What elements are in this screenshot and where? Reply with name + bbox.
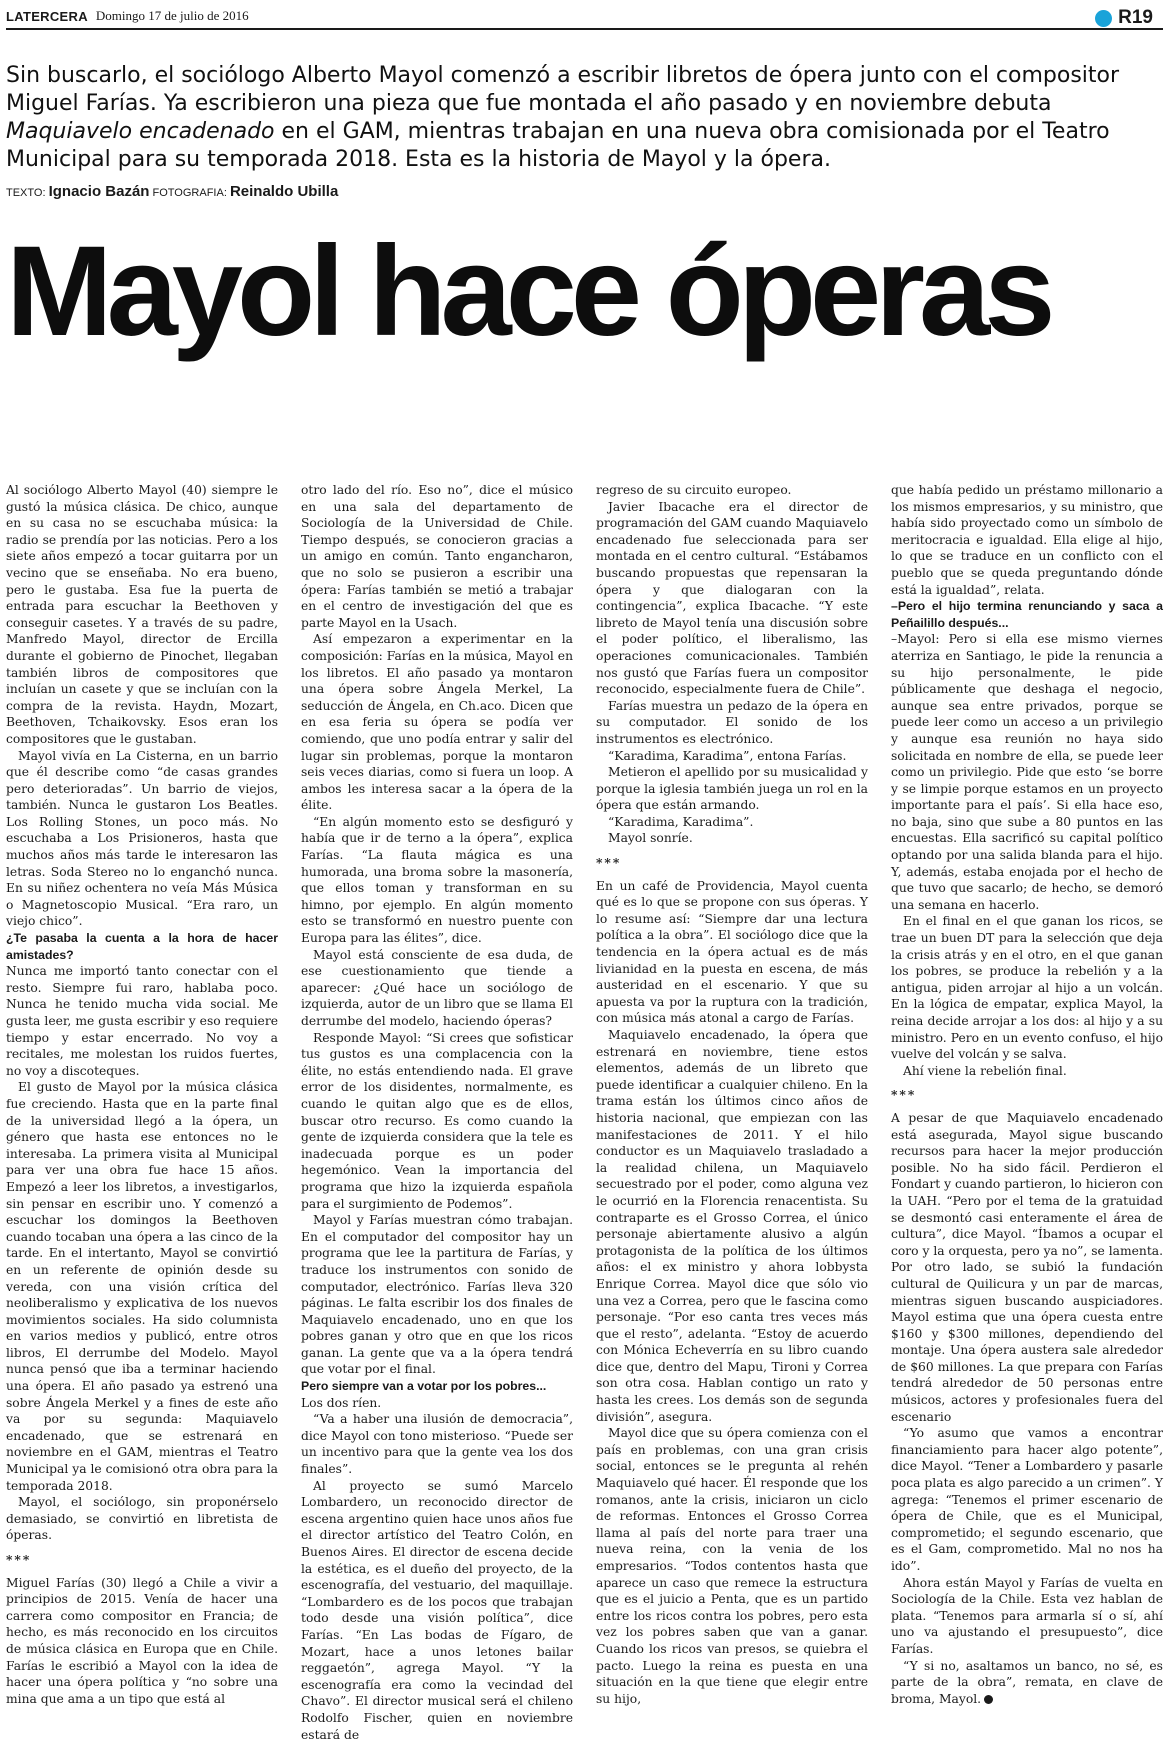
interview-question: ¿Te pasaba la cuenta a la hora de hacer amistades? — [6, 931, 278, 962]
issue-date: Domingo 17 de julio de 2016 — [95, 8, 249, 23]
body-paragraph: Nunca me importó tanto conectar con el resto. Siempre fui raro, hablaba poco. Nunca he tenido mucha vida social. Me gusta leer, me gusta escribir y eso requiere tiempo y estar encerrado. No voy a recitales, me molestan los ruidos fuertes, no voy a discoteques. — [6, 964, 278, 1078]
body-paragraph: Los dos ríen. — [301, 1395, 382, 1410]
page-number-label: R19 — [1118, 7, 1153, 28]
body-paragraph: Ahora están Mayol y Farías de vuelta en Sociología de la Chile. Esta vez hablan de plata. “Tenemos para armarla sí o sí, ahí uno va ajustando el presupuesto”, dice Farías. — [891, 1575, 1163, 1656]
author-name: Ignacio Bazán — [48, 183, 150, 200]
end-of-article-icon — [984, 1695, 993, 1704]
body-column-3 — [596, 482, 868, 1732]
body-paragraph: Así empezaron a experimentar en la composición: Farías en la música, Mayol en los libretos. El año pasado ya montaron una ópera sobre Ángela Merkel, La seducción de Ángela, en Ch.aco. Dicen que en esa feria su ópera se podía ver comiendo, que uno podía entrar y salir del lugar sin problemas, porque la montaron seis veces diarias, como si fuera un loop. A ambos les interesa sacar a la ópera de la élite. — [301, 632, 573, 813]
intro-work-title: Maquiavelo encadenado — [6, 119, 275, 144]
body-column-4 — [891, 482, 1163, 1732]
interview-question: –Pero el hijo termina renunciando y saca a Peñailillo después... — [891, 599, 1163, 630]
body-paragraph: En un café de Providencia, Mayol cuenta qué es lo que se propone con sus óperas. Y lo resume así: “Siempre dar una lectura política a la obra”. El sociólogo dice que la tendencia en la ópera actual es de más livianidad en la puesta en escena, de más austeridad en el escenario. Y que su apuesta va por la ruptura con la tradición, con música más atonal a cargo de Farías. — [596, 878, 868, 1026]
body-paragraph: –Mayol: Pero si ella ese mismo viernes aterriza en Santiago, le pide la renuncia a su hijo personalmente, le pide públicamente que deshaga el negocio, aunque sea entre privados, porque se puede leer como un acceso a un privilegio y aunque esa reunión no haya sido solicitada en nombre de ella, se puede leer como un privilegio. Pide que esto ‘se borre y se limpie porque estamos en un proyecto importante para el país’. Si ella hace eso, no baja, sino que sube a 80 puntos en las encuestas. Ella sacrificó su capital político optando por una salida blanda para el hijo. Y, además, estaba enojada por el hecho de que tuvo que sacarlo; de hecho, se demoró una semana en hacerlo. — [891, 632, 1163, 912]
body-paragraph: Metieron el apellido por su musicalidad y porque la iglesia también juega un rol en la ópera que están armando. — [596, 765, 869, 813]
body-paragraph: Javier Ibacache era el director de programación del GAM cuando Maquiavelo encadenado fue seleccionada para ser montada en el centro cultural. “Estábamos buscando propuestas que repensaran la ópera y que dialogaran con la contingencia”, explica Ibacache. “Y este libreto de Mayol tenía una discusión sobre el poder político, el liberalismo, las operaciones comunicacionales. También nos gustó que Farías fuera un compositor reconocido, especialmente fuera de Chile”. — [596, 499, 868, 697]
photographer-name: Reinaldo Ubilla — [229, 183, 339, 200]
body-column-2 — [301, 482, 573, 1742]
intro-text-2: en el GAM, mientras trabajan en una nueva obra comisionada por el Teatro Municipal para su temporada 2018. Esta es la historia de Mayol y la ópera. — [6, 119, 1110, 172]
body-paragraph: El gusto de Mayol por la música clásica fue creciendo. Hasta que en la parte final de la universidad llegó a la ópera, un género que hasta ese entonces no le interesaba. La primera visita al Municipal para ver una obra fue hace 15 años. Empezó a leer los libretos, a investigarlos, sin pensar en escribir uno. Y comenzó a escuchar los domingos la Beethoven cuando tocaban una ópera a las cinco de la tarde. En el intertanto, Mayol se convirtió en un referente de opinión desde su vereda, con una visión crítica del neoliberalismo y explicativa de los nuevos movimientos sociales. Ha sido columnista en varios medios y publicó, entre otros libros, El derrumbe del Modelo. Mayol nunca pensó que iba a terminar haciendo una ópera. El año pasado ya estrenó una sobre Ángela Merkel y a fines de este año va por su segunda: Maquiavelo encadenado, que se estrenará en noviembre en el GAM, mientras el Teatro Municipal ya le comisionó otra obra para la temporada 2018. — [6, 1080, 278, 1493]
body-paragraph: que había pedido un préstamo millonario a los mismos empresarios, y su ministro, que había sido proyectado como un símbolo de meritocracia e igualdad. Ella elige al hijo, lo que se traduce en un conflicto con el pueblo que se queda preguntando dónde está la igualdad”, relata. — [891, 483, 1163, 597]
body-paragraph: Ahí viene la rebelión final. — [903, 1063, 1067, 1078]
body-paragraph: regreso de su circuito europeo. — [596, 483, 792, 497]
body-paragraph: Mayol y Farías muestran cómo trabajan. En el computador del compositor hay un programa que lee la partitura de Farías, y traduce los instrumentos con sonido de computador, electrónico. Farías lleva 320 páginas. Le falta escribir los dos finales de Maquiavelo encadenado, uno en que los pobres ganan y otro que en que los ricos ganan. La gente que va a la ópera tendrá que votar por el final. — [301, 1213, 573, 1377]
text-credit-label: TEXTO: — [6, 187, 46, 199]
body-paragraph: En el final en el que ganan los ricos, se trae un buen DT para la selección que deja la crisis atrás y en el otro, en el que ganan los pobres, se produce la rebelión y a la antigua, piden arrojar al hijo a un volcán. En la lógica de empatar, explica Mayol, la reina decide arrojar a los dos: al hijo y a su ministro. Pero en un evento confuso, el hijo vuelve del volcán y se salva. — [891, 914, 1163, 1062]
body-paragraph: Miguel Farías (30) llegó a Chile a vivir a principios de 2015. Venía de hacer una carrera como compositor en Francia; de hecho, es más reconocido en los circuitos de música clásica en Europa que en Chile. Farías le escribió a Mayol con la idea de hacer una ópera política y “no sobre una mina que ama a un tipo que está al — [6, 1575, 278, 1706]
body-paragraph: Al proyecto se sumó Marcelo Lombardero, un reconocido director de escena argentino quien hace unos años fue el director artístico del Teatro Colón, en Buenos Aires. El director de escena decide la estética, es el dueño del proyecto, de la escenografía, del vestuario, del maquillaje. “Lombardero es de los pocos que trabajan todo desde una visión política”, dice Farías. “En Las bodas de Fígaro, de Mozart, hace a unos letones bailar reggaetón”, agrega Mayol. “Y la escenografía era como la vecindad del Chavo”. El director musical será el chileno Rodolfo Fischer, quien en noviembre estará de — [301, 1478, 573, 1742]
body-paragraph: “Karadima, Karadima”, entona Farías. — [608, 748, 847, 763]
body-paragraph: Mayol sonríe. — [608, 831, 693, 846]
interview-question: Pero siempre van a votar por los pobres... — [301, 1379, 547, 1394]
section-separator: *** — [596, 855, 622, 871]
photo-credit-label: FOTOGRAFIA: — [152, 187, 227, 199]
page-number — [1095, 7, 1153, 29]
section-separator: *** — [891, 1087, 917, 1103]
article-body — [6, 482, 1164, 1742]
article-headline: Mayol hace óperas — [6, 220, 1050, 363]
article-credits — [6, 183, 338, 200]
article-intro — [6, 62, 1156, 174]
section-separator: *** — [6, 1552, 32, 1567]
body-paragraph: otro lado del río. Eso no”, dice el músico en una sala del departamento de Sociología de la Universidad de Chile. Tiempo después, se conocieron gracias a un amigo en común. Tanto engancharon, que no solo se pusieron a escribir una ópera: Farías también se metió a trabajar en el centro de investigación del que es parte Mayol en la Usach. — [301, 483, 573, 630]
body-paragraph: Mayol, el sociólogo, sin proponérselo demasiado, se convirtió en libretista de óperas. — [6, 1495, 278, 1543]
body-paragraph: “Karadima, Karadima”. — [608, 814, 754, 829]
body-paragraph: “En algún momento esto se desfiguró y había que ir de terno a la ópera”, explica Farías. “La flauta mágica es una humorada, una broma sobre la masonería, que ellos toman y transforman en su himno, por ejemplo. En algún momento esto se transformó en nuestro puente con Europa para las élites”, dice. — [301, 814, 573, 946]
newspaper-brand: LATERCERA — [6, 8, 88, 24]
body-paragraph: Mayol está consciente de esa duda, de ese cuestionamiento que tiende a aparecer: ¿Qué hace un sociólogo de izquierda, autor de un libro que se llama El derrumbe del modelo, haciendo óperas? — [301, 947, 573, 1028]
body-paragraph: Maquiavelo encadenado, la ópera que estrenará en noviembre, tiene estos elementos, además de un libreto que puede identificar a cualquier chileno. En la trama están los últimos cinco años de historia nacional, que empiezan con las manifestaciones de 2011. Y el hilo conductor es un Maquiavelo trasladado a la realidad chilena, un Maquiavelo secuestrado por el poder, como alguna vez le ocurrió en la Florencia renacentista. Su contraparte es el Grosso Correa, el único personaje abiertamente alusivo a algún protagonista de la política de los últimos años: el ex ministro y ahora lobbysta Enrique Correa. Mayol dice que sólo vio una vez a Correa, pero que le fascina como personaje. “Por eso canta tres veces más que el resto”, adelanta. “Estoy de acuerdo con Mónica Echeverría en su libro cuando dice que, dentro del Mapu, Tironi y Correa son otra cosa. Hablan contigo un rato y hasta les crees. Los demás son de segunda división”, asegura. — [596, 1028, 868, 1424]
body-paragraph: Al sociólogo Alberto Mayol (40) siempre le gustó la música clásica. De chico, aunque en su casa no se escuchaba música: la radio se prendía por las noticias. Pero a los siete años empezó a tocar guitarra por un vecino que se enseñaba. No era bueno, pero le gustaba. Esa fue la puerta de entrada para escuchar la Beethoven y conseguir casetes. Y a través de su padre, Manfredo Mayol, director de Ercilla durante el gobierno de Pinochet, llegaban también libros de compositores que incluían un casete y que se incluían con la compra de la revista. Haydn, Mozart, Beethoven, Tchaikovsky. Esos eran los compositores que le gustaban. — [6, 483, 278, 746]
page-header — [6, 4, 1163, 30]
body-paragraph: Responde Mayol: “Si crees que sofisticar tus gustos es una complacencia con la élite, no estás entendiendo nada. El grave error de los disidentes, normalmente, es cuando le quitan algo que es de ellos, buscar otro recurso. Es como cuando la gente de izquierda considera que la tele es inadecuada porque es un poder hegemónico. Vean la importancia del programa que hizo la izquierda española para el surgimiento de Podemos”. — [301, 1030, 573, 1211]
body-column-1 — [6, 482, 278, 1732]
body-paragraph: Mayol dice que su ópera comienza con el país en problemas, con una gran crisis social, entonces se le pregunta al rehén Maquiavelo qué hacer. Él responde que los romanos, ante la crisis, iniciaron un ciclo de reformas. Entonces el Grosso Correa llama al país del norte para traer una nueva reina, con la venia de los empresarios. “Todos contentos hasta que aparece un caso que remece la estructura que es el juicio a Penta, que es un partido entre los ricos contra los pobres, pero esta vez los pobres saben que van a ganar. Cuando los ricos van presos, se quiebra el pacto. Luego la reina es puesta en una situación en la que tiene que elegir entre su hijo, — [596, 1426, 868, 1706]
body-paragraph: “Y si no, asaltamos un banco, no sé, es parte de la obra”, remata, en clave de broma, Mayol. — [891, 1658, 1163, 1706]
body-paragraph: A pesar de que Maquiavelo encadenado está asegurada, Mayol sigue buscando recursos para hacer la mejor producción posible. No ha sido fácil. Perdieron el Fondart y cuando partieron, lo hicieron con la UAH. “Pero por el tema de la gratuidad se desmontó casi enteramente el área de cultura”, dice Mayol. “Íbamos a ocupar el coro y la orquesta, pero ya no”, se lamenta. Por otro lado, se subió la fundación cultural de Quilicura y un par de marcas, mientras siguen buscando auspiciadores. Mayol estima que una ópera cuesta entre $160 y $300 millones, dependiendo del montaje. Una ópera austera sale alrededor de $60 millones. La que prepara con Farías tendrá alrededor de 50 personas entre músicos, actores y profesionales fuera del escenario — [891, 1110, 1164, 1424]
intro-text-1: Sin buscarlo, el sociólogo Alberto Mayol comenzó a escribir libretos de ópera junto con el compositor Miguel Farías. Ya escribieron una pieza que fue montada el año pasado y en noviembre debuta — [6, 63, 1120, 116]
section-dot-icon — [1095, 10, 1112, 27]
body-paragraph: Farías muestra un pedazo de la ópera en su computador. El sonido de los instrumentos es electrónico. — [596, 698, 868, 746]
body-paragraph: “Yo asumo que vamos a encontrar financiamiento para hacer algo potente”, dice Mayol. “Tener a Lombardero y pasarle poca plata es algo parecido a un crimen”. Y agrega: “Tenemos el primer escenario de ópera de Chile, que es el Municipal, comprometido; el segundo escenario, que es el Gam, comprometido. Mal no nos ha ido”. — [891, 1426, 1163, 1573]
body-paragraph: Mayol vivía en La Cisterna, en un barrio que él describe como “de casas grandes pero deterioradas”. Un barrio de viejos, también. Nunca le gustaron Los Beatles. Los Rolling Stones, un poco más. No escuchaba a Los Prisioneros, hasta que muchos años más tarde le interesaron las letras. Soda Stereo no lo enganchó nunca. En su niñez ochentera no veía Más Música o Magnetoscopio Musical. “Era raro, un viejo chico”. — [6, 748, 278, 929]
body-paragraph: “Va a haber una ilusión de democracia”, dice Mayol con tono misterioso. “Puede ser un incentivo para que la gente vea los dos finales”. — [301, 1412, 573, 1477]
